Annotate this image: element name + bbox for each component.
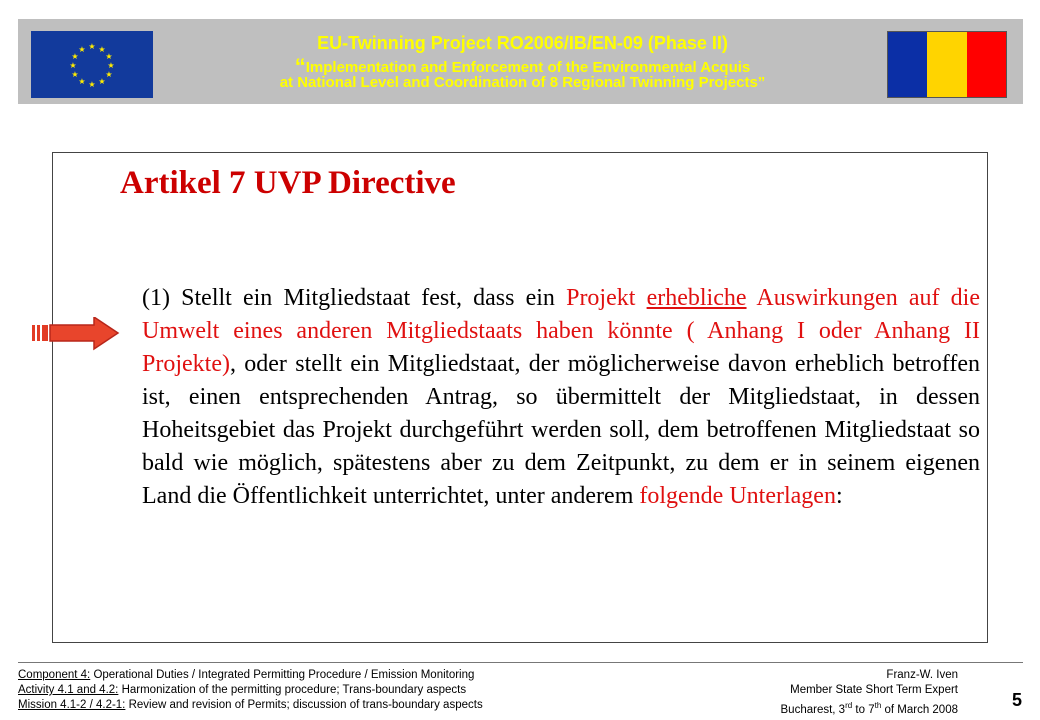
svg-text:★: ★ [78, 77, 86, 86]
para-red-3: folgende Unterlagen [639, 483, 836, 509]
footer-author: Franz-W. Iven [886, 669, 958, 681]
footer-right [781, 668, 958, 718]
svg-text:★: ★ [69, 61, 77, 70]
para-text-3: : [835, 483, 843, 509]
project-title: EU-Twinning Project RO2006/IB/EN-09 (Phase II) [317, 33, 728, 53]
right-arrow-icon [32, 317, 122, 353]
eu-flag-icon [31, 31, 153, 98]
svg-text:★: ★ [105, 70, 113, 79]
svg-text:★: ★ [98, 45, 106, 54]
page-number: 5 [1011, 690, 1022, 710]
para-red-2: Auswirkungen auf die Umwelt eines anderen Mitgliedstaats haben könnte ( Anhang I oder Anhang II Projekte) [142, 285, 980, 377]
footer-activity: Activity 4.1 and 4.2: Harmonization of the permitting procedure; Trans-boundary aspects [18, 684, 467, 696]
romania-flag-icon [887, 31, 1007, 98]
para-red-underlined: erhebliche [646, 285, 747, 311]
svg-text:★: ★ [78, 45, 86, 54]
slide-title: Artikel 7 UVP Directive [120, 165, 456, 201]
subtitle-text: Implementation and Enforcement of the Environmental Acquis [305, 59, 751, 76]
svg-text:★: ★ [71, 52, 79, 61]
footer-left [18, 668, 483, 713]
footer-role: Member State Short Term Expert [790, 684, 958, 696]
svg-text:★: ★ [88, 42, 96, 51]
project-subtitle-2: at National Level and Coordination of 8 Regional Twinning Projects” [279, 74, 766, 91]
para-red-1: Projekt [566, 285, 647, 311]
footer-component: Component 4: Operational Duties / Integrated Permitting Procedure / Emission Monitoring [18, 669, 475, 681]
svg-text:★: ★ [107, 61, 115, 70]
article-paragraph [142, 282, 980, 513]
para-text-1: (1) Stellt ein Mitgliedstaat fest, dass ein [142, 285, 567, 311]
footer-divider [18, 662, 1023, 663]
svg-text:★: ★ [88, 80, 96, 89]
open-quote: “ [294, 54, 306, 79]
svg-text:★: ★ [98, 77, 106, 86]
footer-mission: Mission 4.1-2 / 4.2-1: Review and revision of Permits; discussion of trans-boundary aspects [18, 699, 483, 711]
svg-text:★: ★ [105, 52, 113, 61]
footer-place-date: Bucharest, 3rd to 7th of March 2008 [780, 701, 958, 716]
svg-text:★: ★ [71, 70, 79, 79]
para-text-2: , oder stellt ein Mitgliedstaat, der möglicherweise davon erheblich betroffen ist, einen entsprechenden Antrag, so übermittelt der Mitgliedstaat, in dessen Hoheitsgebiet das Projekt durchgeführt werden soll, dem betroffenen Mitgliedstaat so bald wie möglich, spätestens aber zu dem Zeitpunkt, zu dem er in seinem eigenen Land die Öffentlichkeit unterrichtet, unter anderem [142, 351, 980, 509]
